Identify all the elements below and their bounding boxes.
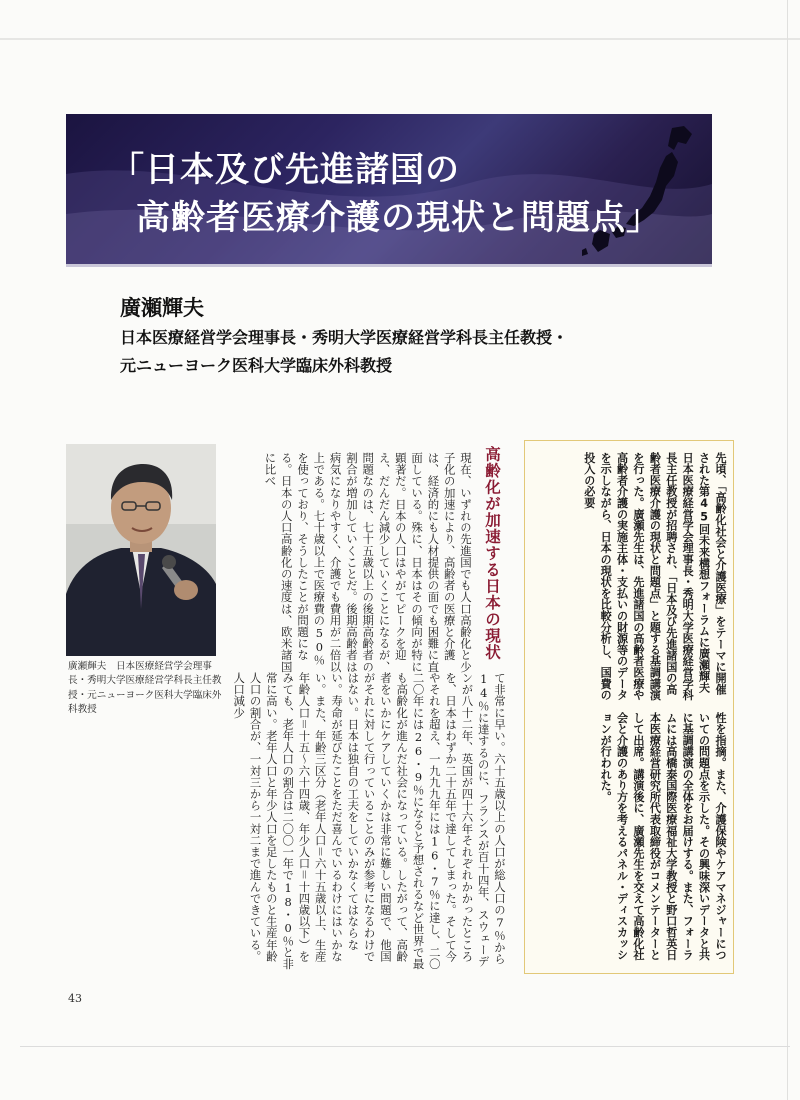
article-title-line2: 高齢者医療介護の現状と問題点」 <box>136 198 661 238</box>
body-paragraph-lower: て非常に早い。六十五歳以上の人口が総人口の7％から14％に達するのに、フランスが百十四年、スウェーデンが八十二年、英国が四十六年それぞれかかったところを、日本はわずか二十五年で達してしまった。そして今やそれを超え、一九九九年には16・7％に達し、二〇二〇年には26・9％になると予想されるなど世界で最も高齢化が進んだ社会になっている。したがって、高齢者をいかにケアしていくかは非常に難しい問題で、他国がそれに対して行っていることのみが参考になるわけではない。日本は独自の工夫をしていかなくてはならない。寿命が延びたことをただ喜んでいるわけにはいかない。また、年齢三区分（老年人口＝六十五歳以上、生産年齢人口＝十五～六十四歳、年少人口＝十四歳以下）をみても、老年人口の割合は二〇〇一年で18・0％と非常に高い。老年人口と年少人口を足したものと生産年齢人口の割合が、一対三から一対二まで進んできている。人口減少 <box>232 672 507 970</box>
page-number: 43 <box>68 992 82 1005</box>
author-photo-image <box>66 444 216 656</box>
lead-paragraph-lower: 性を指摘。また、介護保険やケアマネジャーについての問題点を示した。その興味深いデータと共に基調講演の全体をお届けする。また、フォーラムには高橋泰国際医療福祉大学教授と野口哲英日本医療経営研究所代表取締役がコメンテーターとして出席。講演後に、廣瀬先生を交えて高齢化社会と介護のあり方を考えるパネル・ディスカッションが行われた。 <box>599 712 727 961</box>
article-title <box>110 146 661 242</box>
author-affiliation-line1: 日本医療経営学会理事長・秀明大学医療経営学科長主任教授・ <box>120 328 569 347</box>
title-banner <box>66 114 712 264</box>
author-photo <box>66 444 216 656</box>
body-text-upper <box>226 452 474 674</box>
photo-caption: 廣瀬輝夫 日本医療経営学会理事長・秀明大学医療経営学科長主任教授・元ニューヨーク医科大学臨床外科教授 <box>68 661 222 715</box>
body-paragraph-upper: 現在、いずれの先進国でも人口高齢化と少子化の加速により、高齢者の医療と介護は、経済的にも人材提供の面でも困難に直面している。殊に、日本はその傾向が特に顕著だ。日本の人口はやがてピークを迎え、だんだん減少していくことになるが、問題なのは、七十五歳以上の後期高齢者の割合が増加していくことだ。後期高齢者は病気になりやすく、介護でも費用が二倍以上である。七十歳以上で医療費の50％を使っており、そうしたことが問題になる。日本の人口高齢化の速度は、欧米諸国に比べ <box>263 452 473 673</box>
page-edge <box>0 38 800 40</box>
page-edge-right <box>787 0 788 1100</box>
article-title-line1: 「日本及び先進諸国の <box>110 150 460 190</box>
bottom-rule <box>20 1046 790 1047</box>
lead-paragraph-upper: 先頃、「高齢化社会と介護医療」をテーマに開催された第45回未来構想フォーラムに廣瀬輝夫日本医療経営学会理事長・秀明大学医療経営学科長主任教授が招聘され、「日本及び先進諸国の高齢者医療介護の現状と問題点」と題する基調講演を行った。廣瀬先生は、先進諸国の高齢者医療や高齢者介護の実施主体・支払いの財源等のデータを示しながら、日本の現状を比較分析し、国費の投入の必要 <box>582 452 727 701</box>
section-heading: 高齢化が加速する日本の現状 <box>483 446 501 661</box>
author-affiliation-line2: 元ニューヨーク医科大学臨床外科教授 <box>120 356 393 375</box>
author-name: 廣瀬輝夫 <box>120 296 204 320</box>
author-affiliation <box>120 324 680 380</box>
lead-text-upper <box>530 452 728 702</box>
lead-text-lower <box>530 712 728 964</box>
